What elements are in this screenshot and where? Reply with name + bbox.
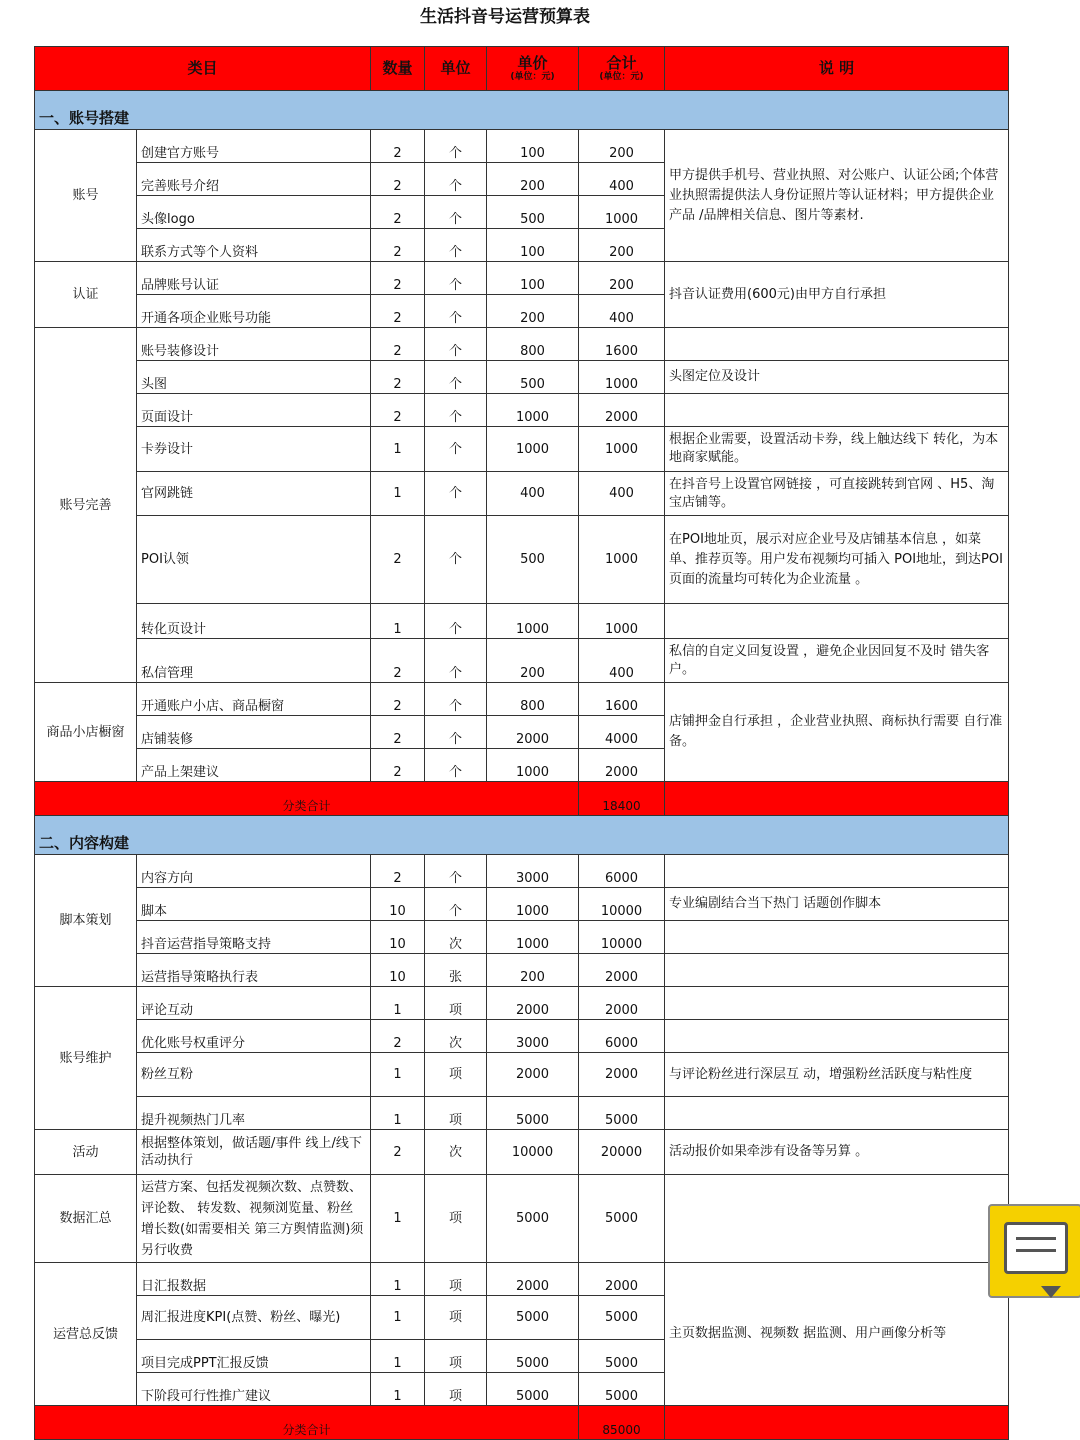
item-name: 内容方向 xyxy=(137,855,371,888)
item-total: 10000 xyxy=(579,888,665,921)
item-total: 10000 xyxy=(579,921,665,954)
header-category: 类目 xyxy=(35,47,371,91)
category-cell: 商品小店橱窗 xyxy=(35,683,137,782)
page-title: 生活抖音号运营预算表 xyxy=(420,7,590,27)
table-row xyxy=(35,921,1009,954)
category-cell: 账号 xyxy=(35,130,137,262)
item-unit: 个 xyxy=(425,427,487,472)
item-price: 1000 xyxy=(487,921,579,954)
item-qty: 2 xyxy=(371,229,425,262)
header-unit: 单位 xyxy=(425,47,487,91)
item-total: 2000 xyxy=(579,987,665,1020)
header-qty: 数量 xyxy=(371,47,425,91)
item-total: 4000 xyxy=(579,716,665,749)
description-cell: 根据企业需要，设置活动卡券，线上触达线下 转化，为本地商家赋能。 xyxy=(665,427,1009,472)
item-price: 5000 xyxy=(487,1175,579,1263)
description-cell xyxy=(665,921,1009,954)
section-title: 一、账号搭建 xyxy=(35,91,1009,130)
table-row xyxy=(35,987,1009,1020)
item-total: 5000 xyxy=(579,1097,665,1130)
item-price: 5000 xyxy=(487,1097,579,1130)
description-cell xyxy=(665,1175,1009,1263)
item-unit: 个 xyxy=(425,394,487,427)
item-price: 5000 xyxy=(487,1373,579,1406)
item-qty: 2 xyxy=(371,196,425,229)
item-qty: 1 xyxy=(371,1097,425,1130)
table-row xyxy=(35,1053,1009,1097)
table-row xyxy=(35,855,1009,888)
item-qty: 2 xyxy=(371,716,425,749)
item-total: 2000 xyxy=(579,394,665,427)
table-row xyxy=(35,394,1009,427)
item-unit: 个 xyxy=(425,229,487,262)
item-total: 1600 xyxy=(579,328,665,361)
table-row xyxy=(35,604,1009,639)
header-desc: 说 明 xyxy=(665,47,1009,91)
item-name: 下阶段可行性推广建议 xyxy=(137,1373,371,1406)
description-cell: 抖音认证费用(600元)由甲方自行承担 xyxy=(665,262,1009,328)
item-qty: 1 xyxy=(371,1296,425,1340)
item-name: 日汇报数据 xyxy=(137,1263,371,1296)
item-unit: 个 xyxy=(425,328,487,361)
item-price: 500 xyxy=(487,516,579,604)
item-price: 100 xyxy=(487,130,579,163)
item-price: 1000 xyxy=(487,604,579,639)
table-row xyxy=(35,427,1009,472)
description-cell xyxy=(665,394,1009,427)
item-unit: 项 xyxy=(425,1053,487,1097)
item-name: 联系方式等个人资料 xyxy=(137,229,371,262)
item-total: 6000 xyxy=(579,1020,665,1053)
description-cell xyxy=(665,328,1009,361)
description-cell: 甲方提供手机号、营业执照、对公账户、认证公函;个体营业执照需提供法人身份证照片等认证材料；甲方提供企业产品 /品牌相关信息、图片等素材. xyxy=(665,130,1009,262)
item-unit: 个 xyxy=(425,130,487,163)
description-cell: 私信的自定义回复设置 ，避免企业因回复不及时 错失客户。 xyxy=(665,639,1009,683)
item-qty: 1 xyxy=(371,427,425,472)
item-price: 1000 xyxy=(487,394,579,427)
budget-table xyxy=(34,46,1009,1440)
item-name: 根据整体策划，做话题/事件 线上/线下活动执行 xyxy=(137,1130,371,1175)
item-name: 评论互动 xyxy=(137,987,371,1020)
item-qty: 2 xyxy=(371,361,425,394)
description-cell xyxy=(665,1020,1009,1053)
item-unit: 项 xyxy=(425,1296,487,1340)
item-price: 100 xyxy=(487,262,579,295)
table-row xyxy=(35,472,1009,516)
item-total: 1600 xyxy=(579,683,665,716)
item-name: 创建官方账号 xyxy=(137,130,371,163)
item-name: 产品上架建议 xyxy=(137,749,371,782)
item-unit: 项 xyxy=(425,1175,487,1263)
table-header-row xyxy=(35,47,1009,91)
table-row xyxy=(35,328,1009,361)
category-cell: 认证 xyxy=(35,262,137,328)
item-name: 卡券设计 xyxy=(137,427,371,472)
item-qty: 1 xyxy=(371,1175,425,1263)
section-header xyxy=(35,91,1009,130)
item-name: 开通各项企业账号功能 xyxy=(137,295,371,328)
item-total: 1000 xyxy=(579,516,665,604)
item-unit: 个 xyxy=(425,516,487,604)
item-qty: 1 xyxy=(371,472,425,516)
item-unit: 个 xyxy=(425,361,487,394)
item-unit: 次 xyxy=(425,1020,487,1053)
header-price: 单价 (单位：元) xyxy=(487,47,579,91)
subtotal-row xyxy=(35,1406,1009,1440)
item-qty: 2 xyxy=(371,1020,425,1053)
item-name: 转化页设计 xyxy=(137,604,371,639)
item-price: 100 xyxy=(487,229,579,262)
item-unit: 个 xyxy=(425,683,487,716)
item-qty: 2 xyxy=(371,1130,425,1175)
item-qty: 1 xyxy=(371,1340,425,1373)
subtotal-label: 分类合计 xyxy=(35,782,579,816)
item-total: 200 xyxy=(579,229,665,262)
item-unit: 个 xyxy=(425,639,487,683)
category-cell: 账号完善 xyxy=(35,328,137,683)
item-price: 200 xyxy=(487,163,579,196)
item-name: 开通账户小店、商品橱窗 xyxy=(137,683,371,716)
table-row xyxy=(35,130,1009,163)
description-cell: 与评论粉丝进行深层互 动，增强粉丝活跃度与粘性度 xyxy=(665,1053,1009,1097)
item-name: 运营指导策略执行表 xyxy=(137,954,371,987)
section-title: 二、内容构建 xyxy=(35,816,1009,855)
item-name: 脚本 xyxy=(137,888,371,921)
item-qty: 1 xyxy=(371,1263,425,1296)
item-qty: 10 xyxy=(371,921,425,954)
item-price: 1000 xyxy=(487,888,579,921)
item-name: 私信管理 xyxy=(137,639,371,683)
item-name: 抖音运营指导策略支持 xyxy=(137,921,371,954)
item-total: 1000 xyxy=(579,604,665,639)
item-unit: 张 xyxy=(425,954,487,987)
item-price: 1000 xyxy=(487,427,579,472)
subtotal-label: 分类合计 xyxy=(35,1406,579,1440)
item-name: 账号装修设计 xyxy=(137,328,371,361)
item-qty: 1 xyxy=(371,1373,425,1406)
item-unit: 个 xyxy=(425,855,487,888)
description-cell: 活动报价如果牵涉有设备等另算 。 xyxy=(665,1130,1009,1175)
table-row xyxy=(35,1020,1009,1053)
item-total: 2000 xyxy=(579,954,665,987)
item-qty: 2 xyxy=(371,639,425,683)
item-unit: 项 xyxy=(425,1263,487,1296)
item-name: 项目完成PPT汇报反馈 xyxy=(137,1340,371,1373)
table-row xyxy=(35,954,1009,987)
item-price: 10000 xyxy=(487,1130,579,1175)
item-unit: 个 xyxy=(425,196,487,229)
item-price: 400 xyxy=(487,472,579,516)
table-row xyxy=(35,639,1009,683)
table-row xyxy=(35,361,1009,394)
item-name: 品牌账号认证 xyxy=(137,262,371,295)
item-price: 2000 xyxy=(487,987,579,1020)
description-cell xyxy=(665,987,1009,1020)
subtotal-desc xyxy=(665,1406,1009,1440)
item-name: 完善账号介绍 xyxy=(137,163,371,196)
item-total: 2000 xyxy=(579,1053,665,1097)
item-qty: 1 xyxy=(371,1053,425,1097)
description-cell xyxy=(665,604,1009,639)
item-price: 2000 xyxy=(487,1263,579,1296)
table-row xyxy=(35,888,1009,921)
item-unit: 个 xyxy=(425,472,487,516)
description-cell xyxy=(665,954,1009,987)
item-qty: 10 xyxy=(371,888,425,921)
item-price: 2000 xyxy=(487,716,579,749)
item-unit: 个 xyxy=(425,295,487,328)
table-row xyxy=(35,516,1009,604)
item-unit: 次 xyxy=(425,921,487,954)
description-cell xyxy=(665,855,1009,888)
item-qty: 2 xyxy=(371,749,425,782)
item-name: POI认领 xyxy=(137,516,371,604)
description-cell: 在抖音号上设置官网链接 ，可直接跳转到官网 、H5、淘宝店铺等。 xyxy=(665,472,1009,516)
item-name: 页面设计 xyxy=(137,394,371,427)
item-qty: 2 xyxy=(371,516,425,604)
subtotal-value: 85000 xyxy=(579,1406,665,1440)
item-name: 头像logo xyxy=(137,196,371,229)
item-price: 800 xyxy=(487,683,579,716)
description-cell xyxy=(665,1097,1009,1130)
item-name: 运营方案、包括发视频次数、点赞数、评论数、 转发数、视频浏览量、粉丝增长数(如需要相关 第三方舆情监测)须另行收费 xyxy=(137,1175,371,1263)
item-price: 5000 xyxy=(487,1296,579,1340)
item-total: 5000 xyxy=(579,1296,665,1340)
item-name: 粉丝互粉 xyxy=(137,1053,371,1097)
item-unit: 个 xyxy=(425,716,487,749)
item-qty: 2 xyxy=(371,855,425,888)
item-name: 头图 xyxy=(137,361,371,394)
item-price: 1000 xyxy=(487,749,579,782)
subtotal-value: 18400 xyxy=(579,782,665,816)
table-row xyxy=(35,262,1009,295)
item-price: 500 xyxy=(487,196,579,229)
item-unit: 个 xyxy=(425,262,487,295)
item-unit: 个 xyxy=(425,749,487,782)
item-total: 200 xyxy=(579,130,665,163)
item-unit: 项 xyxy=(425,987,487,1020)
item-total: 6000 xyxy=(579,855,665,888)
subtotal-row xyxy=(35,782,1009,816)
item-price: 800 xyxy=(487,328,579,361)
description-cell: 专业编剧结合当下热门 话题创作脚本 xyxy=(665,888,1009,921)
table-row xyxy=(35,1263,1009,1296)
category-cell: 活动 xyxy=(35,1130,137,1175)
category-cell: 脚本策划 xyxy=(35,855,137,987)
item-qty: 10 xyxy=(371,954,425,987)
item-price: 200 xyxy=(487,295,579,328)
item-total: 2000 xyxy=(579,749,665,782)
item-total: 2000 xyxy=(579,1263,665,1296)
item-unit: 个 xyxy=(425,604,487,639)
item-unit: 次 xyxy=(425,1130,487,1175)
table-row xyxy=(35,1175,1009,1263)
item-total: 400 xyxy=(579,163,665,196)
item-total: 5000 xyxy=(579,1175,665,1263)
item-price: 200 xyxy=(487,954,579,987)
item-price: 5000 xyxy=(487,1340,579,1373)
chat-bubble-icon xyxy=(1004,1222,1068,1274)
item-total: 1000 xyxy=(579,427,665,472)
item-name: 官网跳链 xyxy=(137,472,371,516)
item-price: 200 xyxy=(487,639,579,683)
item-qty: 2 xyxy=(371,262,425,295)
item-qty: 2 xyxy=(371,163,425,196)
item-total: 5000 xyxy=(579,1340,665,1373)
description-cell: 主页数据监测、视频数 据监测、用户画像分析等 xyxy=(665,1263,1009,1406)
table-row xyxy=(35,683,1009,716)
item-qty: 2 xyxy=(371,328,425,361)
item-unit: 项 xyxy=(425,1097,487,1130)
item-total: 400 xyxy=(579,472,665,516)
item-qty: 2 xyxy=(371,130,425,163)
item-qty: 1 xyxy=(371,987,425,1020)
item-name: 优化账号权重评分 xyxy=(137,1020,371,1053)
item-unit: 个 xyxy=(425,888,487,921)
category-cell: 账号维护 xyxy=(35,987,137,1130)
item-qty: 1 xyxy=(371,604,425,639)
category-cell: 数据汇总 xyxy=(35,1175,137,1263)
item-total: 400 xyxy=(579,639,665,683)
item-unit: 项 xyxy=(425,1340,487,1373)
chat-button[interactable] xyxy=(988,1204,1080,1298)
item-total: 5000 xyxy=(579,1373,665,1406)
header-total: 合计 (单位：元) xyxy=(579,47,665,91)
item-qty: 2 xyxy=(371,683,425,716)
item-unit: 项 xyxy=(425,1373,487,1406)
item-unit: 个 xyxy=(425,163,487,196)
item-total: 1000 xyxy=(579,361,665,394)
item-total: 400 xyxy=(579,295,665,328)
item-name: 店铺装修 xyxy=(137,716,371,749)
table-row xyxy=(35,1130,1009,1175)
item-price: 2000 xyxy=(487,1053,579,1097)
item-price: 3000 xyxy=(487,1020,579,1053)
item-qty: 2 xyxy=(371,394,425,427)
description-cell: 头图定位及设计 xyxy=(665,361,1009,394)
item-qty: 2 xyxy=(371,295,425,328)
item-total: 20000 xyxy=(579,1130,665,1175)
item-total: 1000 xyxy=(579,196,665,229)
item-total: 200 xyxy=(579,262,665,295)
section-header xyxy=(35,816,1009,855)
item-name: 周汇报进度KPI(点赞、粉丝、曝光) xyxy=(137,1296,371,1340)
description-cell: 店铺押金自行承担 ，企业营业执照、商标执行需要 自行准备。 xyxy=(665,683,1009,782)
subtotal-desc xyxy=(665,782,1009,816)
item-price: 500 xyxy=(487,361,579,394)
description-cell: 在POI地址页，展示对应企业号及店铺基本信息 ，如菜单、推荐页等。用户发布视频均可插入 POI地址，到达POI页面的流量均可转化为企业流量 。 xyxy=(665,516,1009,604)
category-cell: 运营总反馈 xyxy=(35,1263,137,1406)
item-name: 提升视频热门几率 xyxy=(137,1097,371,1130)
table-row xyxy=(35,1097,1009,1130)
item-price: 3000 xyxy=(487,855,579,888)
